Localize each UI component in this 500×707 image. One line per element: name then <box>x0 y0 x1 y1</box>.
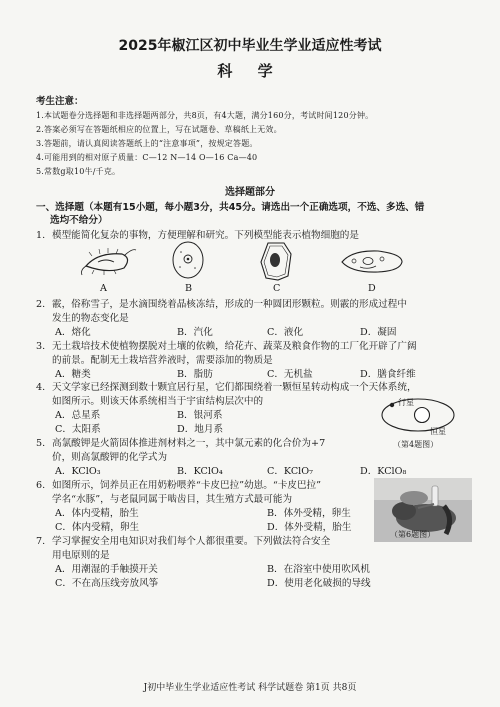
subject-title: 科 学 <box>217 62 283 80</box>
q7-stem-line2: 用电原则的是 <box>52 550 110 561</box>
q6-option-c: C．体内受精，卵生 <box>55 522 140 533</box>
q2-option-d: D．凝固 <box>360 327 397 338</box>
part-instruction-text: （本题有15小题，每小题3分，共45分。请选出一个正确选项，不选、多选、错 <box>83 202 425 213</box>
q3-number: 3. <box>36 341 46 352</box>
q2-number: 2. <box>36 299 46 310</box>
q4-option-c: C．太阳系 <box>55 424 101 435</box>
note-item: 3.答题前，请认真阅读答题纸上的“注意事项”，按规定答题。 <box>36 139 258 148</box>
q1-figure-b-animal-cell <box>170 240 206 280</box>
exam-title: 2025年椒江区初中毕业生学业适应性考试 <box>118 38 382 54</box>
q4-option-d: D．地月系 <box>177 424 224 435</box>
part-instruction-cont: 选均不给分） <box>50 215 108 226</box>
q5-stem-line2: 价，则高氯酸钾的化学式为 <box>52 452 168 463</box>
q6-option-b: B．体外受精，卵生 <box>267 508 351 519</box>
q4-option-b: B．银河系 <box>177 410 223 421</box>
q3-option-b: B．脂肪 <box>177 369 213 380</box>
page-footer: J初中毕业生学业适应性考试 科学试题卷 第1页 共8页 <box>143 683 357 693</box>
q7-option-d: D．使用老化破损的导线 <box>267 578 371 589</box>
q1-label-b: B <box>185 283 193 294</box>
q4-stem-line2: 如图所示。则该天体系统相当于宇宙结构层次中的 <box>52 396 264 407</box>
q6-stem-line2: 学名“水豚”，与老鼠同属于啮齿目，其生殖方式最可能为 <box>52 494 293 505</box>
q1-figure-c-plant-cell <box>258 240 294 282</box>
q7-option-a: A．用潮湿的手触摸开关 <box>55 564 158 575</box>
note-item: 4.可能用到的相对原子质量：C—12 N—14 O—16 Ca—40 <box>36 153 258 162</box>
q5-option-b: B．KClO₄ <box>177 466 223 477</box>
q6-option-d: D．体外受精，胎生 <box>267 522 352 533</box>
q7-number: 7. <box>36 536 46 547</box>
note-item: 1.本试题卷分选择题和非选择题两部分，共8页，有4大题，满分160分，考试时间120分钟。 <box>36 111 374 120</box>
q3-stem-line2: 的前景。配制无土栽培营养液时，需要添加的物质是 <box>52 355 273 366</box>
q6-option-a: A．体内受精，胎生 <box>55 508 139 519</box>
q3-option-c: C．无机盐 <box>267 369 313 380</box>
q5-option-d: D．KClO₈ <box>360 466 407 477</box>
q5-number: 5. <box>36 438 46 449</box>
q7-stem-line1: 学习掌握安全用电知识对我们每个人都很重要。下列做法符合安全 <box>52 536 331 547</box>
q4-stem-line1: 天文学家已经探测到数十颗宜居行星，它们都围绕着一颗恒星转动构成一个天体系统， <box>52 382 417 393</box>
q1-label-d: D <box>368 283 376 294</box>
q3-stem-line1: 无土栽培技术使植物摆脱对土壤的依赖，给花卉、蔬菜及粮食作物的工厂化开辟了广阔 <box>52 341 417 352</box>
q6-figure-caption: （第6题图） <box>390 530 436 539</box>
note-item: 2.答案必须写在答题纸相应的位置上，写在试题卷、草稿纸上无效。 <box>36 125 282 134</box>
q2-stem-line2: 发生的物态变化是 <box>52 313 129 324</box>
q1-number: 1. <box>36 230 46 241</box>
q4-figure-orbit <box>378 393 460 439</box>
q7-option-b: B．在浴室中使用吹风机 <box>267 564 370 575</box>
q4-figure-planet-label: 行星 <box>398 398 414 407</box>
q1-figure-a-bacterium <box>78 244 138 278</box>
q5-option-a: A．KClO₃ <box>55 466 101 477</box>
q1-label-a: A <box>100 283 107 294</box>
q7-option-c: C．不在高压线旁放风筝 <box>55 578 159 589</box>
q4-figure-caption: （第4题图） <box>393 440 439 449</box>
q1-label-c: C <box>273 283 281 294</box>
q5-option-c: C．KClO₇ <box>267 466 313 477</box>
notes-heading: 考生注意： <box>36 96 84 107</box>
q3-option-a: A．糖类 <box>55 369 91 380</box>
q2-option-b: B．汽化 <box>177 327 213 338</box>
q3-option-d: D．膳食纤维 <box>360 369 416 380</box>
q4-figure-star-label: 恒星 <box>430 427 446 436</box>
section-title: 选择题部分 <box>225 187 275 198</box>
q2-stem-line1: 霰，俗称雪子，是水滴围绕着晶核冻结，形成的一种圆团形颗粒。则霰的形成过程中 <box>52 299 407 310</box>
q6-stem-line1: 如图所示，饲养员正在用奶粉喂养“卡皮巴拉”幼崽。“卡皮巴拉” <box>52 480 322 491</box>
part-heading: 一、选择题 <box>36 202 84 213</box>
q1-figure-d-paramecium <box>338 246 406 276</box>
q2-option-c: C．液化 <box>267 327 304 338</box>
q4-option-a: A．总星系 <box>55 410 101 421</box>
note-item: 5.常数g取10牛/千克。 <box>36 167 121 176</box>
q1-stem: 模型能简化复杂的事物，方便理解和研究。下列模型能表示植物细胞的是 <box>52 230 359 241</box>
q5-stem-line1: 高氯酸钾是火箭固体推进剂材料之一，其中氯元素的化合价为+7 <box>52 438 326 449</box>
q2-option-a: A．熔化 <box>55 327 91 338</box>
q6-number: 6. <box>36 480 46 491</box>
part-instruction <box>36 201 424 214</box>
q4-number: 4. <box>36 382 46 393</box>
